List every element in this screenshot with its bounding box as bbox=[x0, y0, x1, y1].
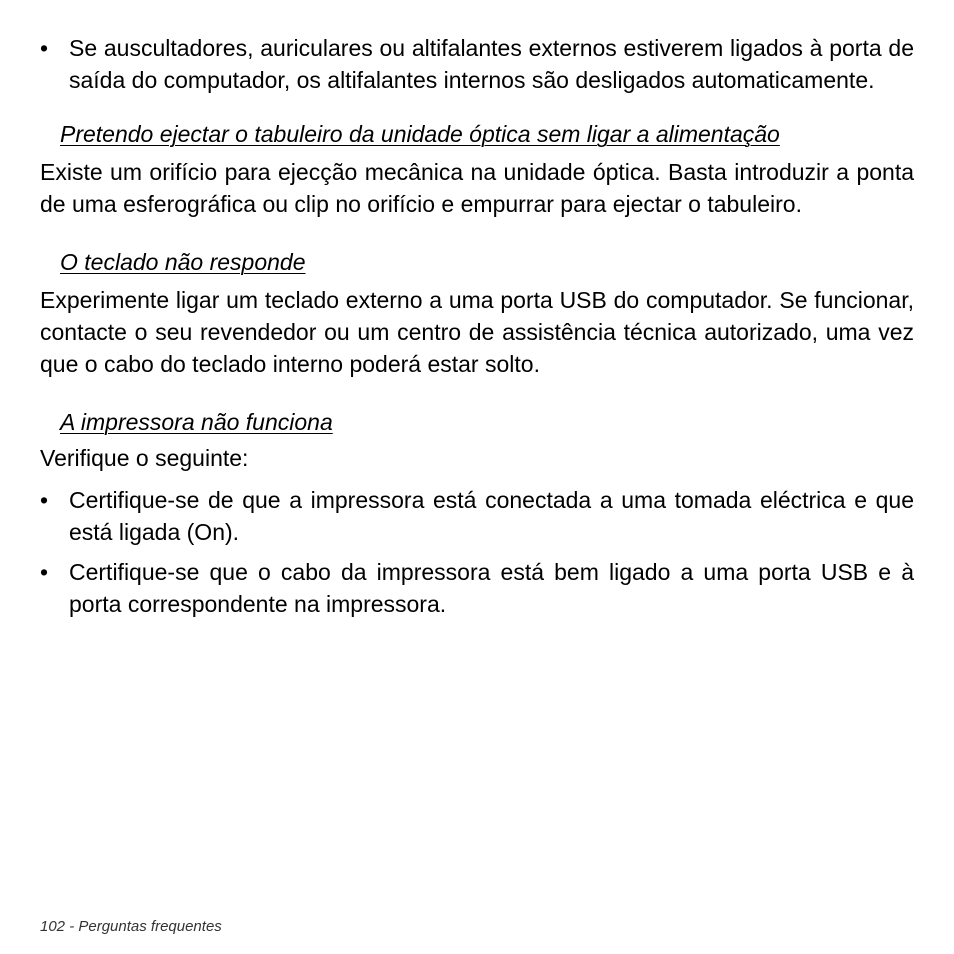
bullet-text: Se auscultadores, auriculares ou altifalantes externos estiverem ligados à porta de saída do computador, os altifalantes internos são desligados automaticamente. bbox=[69, 35, 914, 93]
document-page bbox=[40, 32, 914, 620]
bullet-text: Certifique-se que o cabo da impressora está bem ligado a uma porta USB e à porta correspondente na impressora. bbox=[69, 559, 914, 617]
bullet-text: Certifique-se de que a impressora está conectada a uma tomada eléctrica e que está ligada (On). bbox=[69, 487, 914, 545]
bullet-marker: • bbox=[40, 559, 49, 585]
section-heading-printer: A impressora não funciona bbox=[60, 409, 333, 435]
bullet-item-printer-power bbox=[40, 484, 914, 548]
section-body-keyboard: Experimente ligar um teclado externo a uma porta USB do computador. Se funcionar, contacte o seu revendedor ou um centro de assistência técnica autorizado, uma vez que o cabo do teclado interno poderá estar solto. bbox=[40, 287, 914, 377]
section-heading-keyboard: O teclado não responde bbox=[60, 249, 306, 275]
bullet-marker: • bbox=[40, 35, 49, 61]
bullet-item-speakers bbox=[40, 32, 914, 96]
section-heading-optical-tray: Pretendo ejectar o tabuleiro da unidade óptica sem ligar a alimentação bbox=[60, 121, 780, 147]
section-body-printer: Verifique o seguinte: bbox=[40, 445, 249, 471]
bullet-item-printer-cable bbox=[40, 556, 914, 620]
section-body-optical-tray: Existe um orifício para ejecção mecânica na unidade óptica. Basta introduzir a ponta de uma esferográfica ou clip no orifício e empurrar para ejectar o tabuleiro. bbox=[40, 159, 914, 217]
bullet-marker: • bbox=[40, 487, 49, 513]
page-footer: 102 - Perguntas frequentes bbox=[40, 918, 222, 935]
